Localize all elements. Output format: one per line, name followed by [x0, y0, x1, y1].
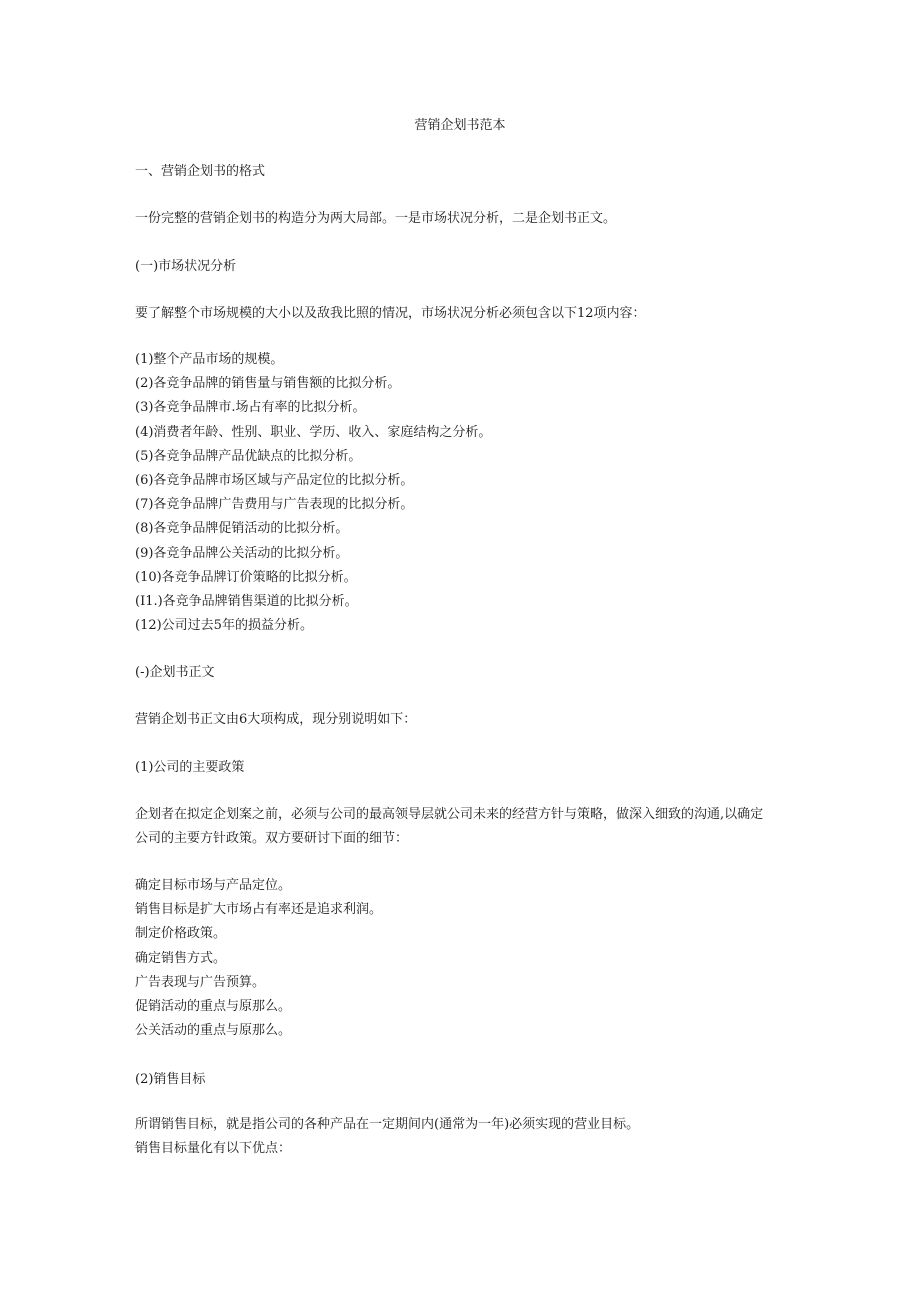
list-item: 公关活动的重点与原那么。: [135, 1023, 292, 1039]
section-2-intro: 营销企划书正文由6大项构成，现分别说明如下：: [135, 712, 417, 727]
paragraph-line: 公司的主要方针政策。双方要研讨下面的细节：: [135, 831, 409, 846]
sub-1-heading: (1)公司的主要政策: [135, 760, 245, 775]
list-item: (10)各竞争品牌订价策略的比拟分析。: [135, 569, 357, 585]
heading-format: 一、营销企划书的格式: [135, 164, 266, 179]
list-item: (8)各竞争品牌促销活动的比拟分析。: [135, 521, 349, 537]
sub-2-heading: (2)销售目标: [135, 1072, 206, 1087]
list-item: (12)公司过去5年的损益分析。: [135, 618, 313, 634]
list-item: 制定价格政策。: [135, 926, 227, 942]
paragraph-line: 所谓销售目标，就是指公司的各种产品在一定期间内(通常为一年)必须实现的营业目标。: [135, 1117, 640, 1132]
list-item: 确定目标市场与产品定位。: [135, 878, 292, 893]
list-item: 促销活动的重点与原那么。: [135, 998, 292, 1014]
list-item: (9)各竞争品牌公关活动的比拟分析。: [135, 545, 349, 561]
paragraph-line: 企划者在拟定企划案之前，必须与公司的最高领导层就公司未来的经营方针与策略，做深入细致的沟通,以确定: [135, 807, 764, 822]
section-2-heading: (-)企划书正文: [135, 665, 215, 680]
list-item: (5)各竞争品牌产品优缺点的比拟分析。: [135, 448, 362, 464]
section-1-intro: 要了解整个市场规模的大小以及敌我比照的情况，市场状况分析必须包含以下12项内容：: [135, 306, 646, 321]
sub-2-paragraph: [135, 1117, 785, 1165]
section-1-heading: (一)市场状况分析: [135, 259, 237, 274]
list-item: (1)整个产品市场的规模。: [135, 352, 284, 367]
list-item: 广告表现与广告预算。: [135, 974, 266, 990]
list-item: (7)各竞争品牌广告费用与广告表现的比拟分析。: [135, 497, 414, 513]
list-item: (6)各竞争品牌市场区域与产品定位的比拟分析。: [135, 472, 414, 488]
document-title: 营销企划书范本: [414, 118, 506, 133]
list-item: 确定销售方式。: [135, 950, 227, 966]
list-item: (2)各竞争品牌的销售量与销售额的比拟分析。: [135, 376, 401, 392]
paragraph-line: 销售目标量化有以下优点：: [135, 1141, 292, 1156]
sub-1-paragraph: [135, 807, 785, 855]
list-item: (I1.)各竞争品牌销售渠道的比拟分析。: [135, 593, 358, 609]
list-item: 销售目标是扩大市场占有率还是追求利润。: [135, 902, 383, 918]
list-item: (3)各竞争品牌市.场占有率的比拟分析。: [135, 400, 366, 416]
intro-paragraph: 一份完整的营销企划书的构造分为两大局部。一是市场状况分析，二是企划书正文。: [135, 211, 617, 226]
policy-details-list: [135, 878, 785, 1047]
market-analysis-list: [135, 352, 785, 642]
list-item: (4)消费者年龄、性别、职业、学历、收入、家庭结构之分析。: [135, 424, 492, 440]
